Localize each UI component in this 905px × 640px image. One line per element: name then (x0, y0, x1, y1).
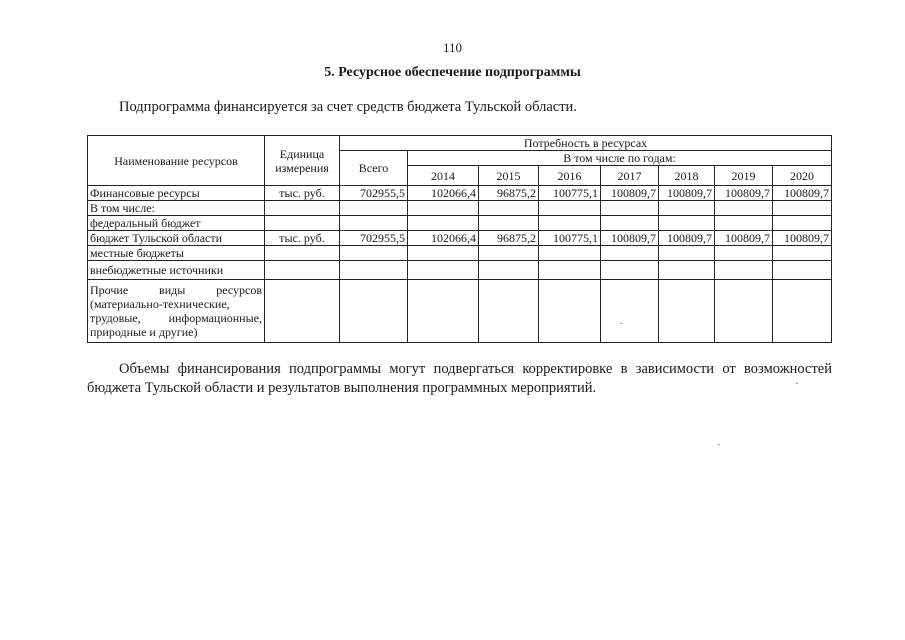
row-year-value-cell (601, 216, 659, 231)
row-year-value-cell: 96875,2 (479, 231, 539, 246)
row-total-cell (340, 246, 408, 261)
row-year-value-cell: 100775,1 (539, 231, 601, 246)
row-total-cell (340, 280, 408, 343)
row-name-cell: местные бюджеты (88, 246, 265, 261)
resources-table (87, 135, 832, 343)
row-year-value-cell (773, 280, 832, 343)
row-year-value-cell: 100809,7 (715, 231, 773, 246)
table-row (88, 261, 832, 280)
row-year-value-cell (539, 246, 601, 261)
row-year-value-cell (773, 201, 832, 216)
header-year: 2018 (659, 166, 715, 186)
row-unit-cell (265, 246, 340, 261)
row-unit-cell (265, 201, 340, 216)
row-year-value-cell (773, 246, 832, 261)
row-year-value-cell (408, 216, 479, 231)
row-year-value-cell (539, 261, 601, 280)
scan-speck (620, 323, 622, 324)
row-name-cell: В том числе: (88, 201, 265, 216)
row-year-value-cell (479, 216, 539, 231)
row-year-value-cell (659, 201, 715, 216)
header-unit: Единица измерения (265, 136, 340, 186)
row-total-cell: 702955,5 (340, 231, 408, 246)
row-unit-cell (265, 261, 340, 280)
row-year-value-cell (408, 201, 479, 216)
row-year-value-cell: 96875,2 (479, 186, 539, 201)
header-total: Всего (340, 151, 408, 186)
row-year-value-cell (479, 201, 539, 216)
row-year-value-cell (715, 216, 773, 231)
row-year-value-cell (601, 201, 659, 216)
row-year-value-cell (479, 261, 539, 280)
row-total-cell (340, 201, 408, 216)
row-year-value-cell (773, 216, 832, 231)
header-year: 2014 (408, 166, 479, 186)
row-year-value-cell: 100809,7 (773, 186, 832, 201)
table-row (88, 216, 832, 231)
row-year-value-cell (659, 216, 715, 231)
header-year: 2020 (773, 166, 832, 186)
table-row (88, 201, 832, 216)
row-year-value-cell: 102066,4 (408, 186, 479, 201)
row-year-value-cell (715, 261, 773, 280)
row-year-value-cell (715, 201, 773, 216)
row-year-value-cell (539, 201, 601, 216)
row-year-value-cell: 100775,1 (539, 186, 601, 201)
header-year: 2015 (479, 166, 539, 186)
header-year: 2017 (601, 166, 659, 186)
row-year-value-cell (408, 261, 479, 280)
row-year-value-cell (408, 246, 479, 261)
table-row (88, 246, 832, 261)
row-year-value-cell (539, 280, 601, 343)
table-row (88, 231, 832, 246)
row-year-value-cell (408, 280, 479, 343)
row-year-value-cell (601, 280, 659, 343)
header-year: 2016 (539, 166, 601, 186)
row-name-cell: Финансовые ресурсы (88, 186, 265, 201)
row-year-value-cell (715, 280, 773, 343)
row-year-value-cell: 100809,7 (773, 231, 832, 246)
table-body (88, 186, 832, 343)
row-year-value-cell (773, 261, 832, 280)
page-number: 110 (442, 40, 463, 55)
row-year-value-cell: 100809,7 (601, 231, 659, 246)
row-year-value-cell (479, 280, 539, 343)
row-unit-cell (265, 216, 340, 231)
row-unit-cell (265, 280, 340, 343)
scan-speck (718, 444, 720, 445)
row-year-value-cell: 100809,7 (659, 186, 715, 201)
row-year-value-cell (659, 261, 715, 280)
section-title: 5. Ресурсное обеспечение подпрограммы (324, 65, 581, 80)
row-unit-cell: тыс. руб. (265, 186, 340, 201)
header-resource-name: Наименование ресурсов (88, 136, 265, 186)
header-by-years: В том числе по годам: (408, 151, 832, 166)
scan-speck (796, 383, 798, 384)
header-resource-needs: Потребность в ресурсах (340, 136, 832, 151)
row-year-value-cell: 102066,4 (408, 231, 479, 246)
table-row (88, 280, 832, 343)
row-year-value-cell (601, 246, 659, 261)
row-year-value-cell: 100809,7 (715, 186, 773, 201)
row-total-cell: 702955,5 (340, 186, 408, 201)
row-year-value-cell (659, 246, 715, 261)
row-name-cell: Прочие виды ресурсов (материально-технические, трудовые, информационные, природные и другие) (88, 280, 265, 343)
row-year-value-cell (659, 280, 715, 343)
row-year-value-cell (479, 246, 539, 261)
table-row (88, 186, 832, 201)
row-year-value-cell: 100809,7 (659, 231, 715, 246)
row-name-cell: бюджет Тульской области (88, 231, 265, 246)
row-year-value-cell (715, 246, 773, 261)
closing-paragraph: Объемы финансирования подпрограммы могут подвергаться корректировке в зависимости от возможностей бюджета Тульской области и результатов выполнения программных мероприятий. (87, 361, 832, 396)
intro-paragraph: Подпрограмма финансируется за счет средств бюджета Тульской области. (119, 99, 577, 115)
row-name-cell: внебюджетные источники (88, 261, 265, 280)
header-year: 2019 (715, 166, 773, 186)
row-year-value-cell: 100809,7 (601, 186, 659, 201)
row-year-value-cell (601, 261, 659, 280)
row-name-cell: федеральный бюджет (88, 216, 265, 231)
row-unit-cell: тыс. руб. (265, 231, 340, 246)
row-year-value-cell (539, 216, 601, 231)
row-total-cell (340, 216, 408, 231)
row-total-cell (340, 261, 408, 280)
